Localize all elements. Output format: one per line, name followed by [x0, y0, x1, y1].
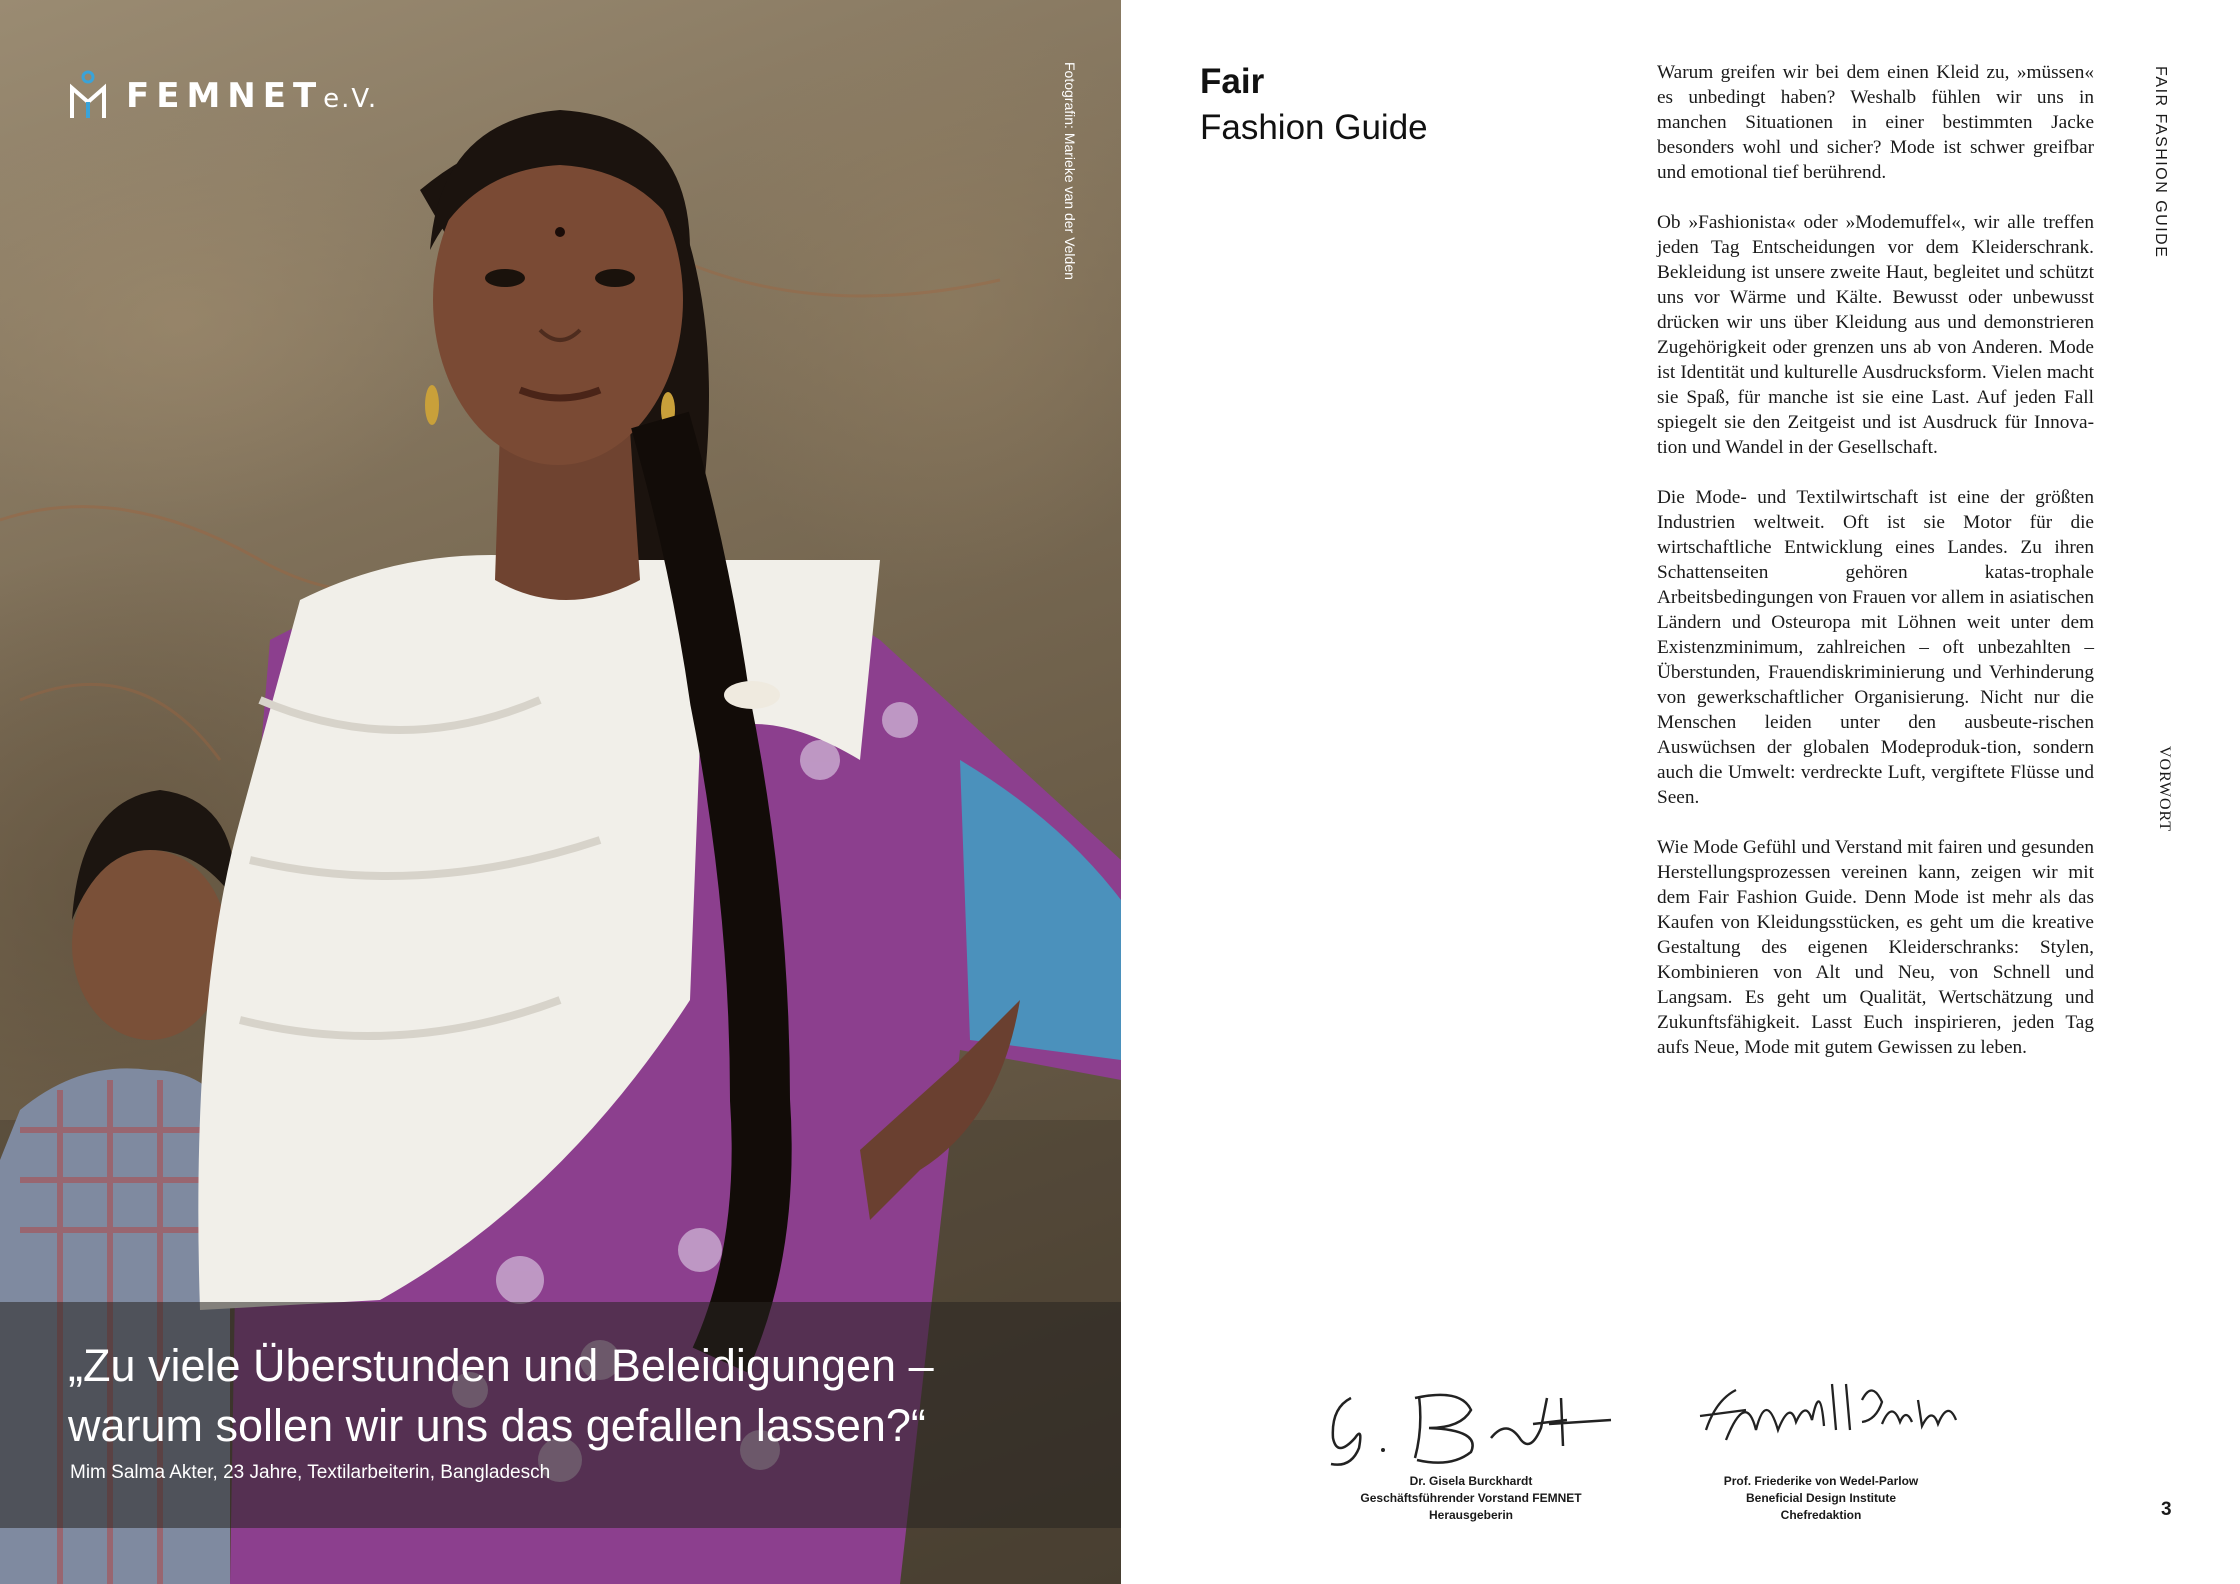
- pull-quote-line-2: warum sollen wir uns das gefallen lassen?“: [68, 1400, 926, 1451]
- signatory-name-2: Prof. Friederike von Wedel-Parlow: [1723, 1474, 1919, 1488]
- paragraph-2: Ob »Fashionista« oder »Modemuffel«, wir alle treffen jeden Tag Entscheidungen vor dem Kleiderschrank. Bekleidung ist unsere zweite Haut, begleitet und schützt uns vor Wärme und Kälte. Bewusst oder unbewusst drücken wir uns über Kleidung aus und demonstrieren Zugehörigkeit oder grenzen uns ab von Anderen. Mode ist Identität und kulturelle Ausdrucksform. Vielen macht sie Spaß, für manche ist sie eine Last. Auf jeden Fall spiegelt sie den Zeitgeist und ist Ausdruck für Innova-tion und Wandel in der Gesellschaft.: [1657, 212, 2094, 458]
- foreword-page: [1121, 0, 2240, 1584]
- paragraph-3: Die Mode- und Textilwirtschaft ist eine der größten Industrien weltweit. Oft ist sie Motor für die wirtschaftliche Entwicklung eines Landes. Zu ihren Schattenseiten gehören katas-trophale Arbeitsbedingungen von Frauen vor allem in asiatischen Ländern und Osteuropa mit Löhnen weit unter dem Existenzminimum, zahlreichen – oft unbezahlten – Überstunden, Frauendiskriminierung und Verhinderung von gewerkschaftlicher Organisierung. Nicht nur die Menschen leiden unter den ausbeute-rischen Auswüchsen der globalen Modeproduk-tion, sondern auch die Umwelt: verdreckte Luft, vergiftete Flüsse und Seen.: [1657, 487, 2094, 808]
- signature-caption-1: [1321, 1473, 1621, 1524]
- page-title: [1200, 60, 1428, 152]
- signature-caption-2: [1681, 1473, 1961, 1524]
- signatory-function-1: Herausgeberin: [1428, 1508, 1514, 1522]
- signature-wedel-parlow: [1686, 1360, 1986, 1470]
- logo-name: FEMNET: [126, 76, 324, 116]
- pull-quote: [68, 1336, 1068, 1456]
- pull-quote-line-1: „Zu viele Überstunden und Beleidigungen –: [68, 1340, 934, 1391]
- title-line-1: Fair: [1200, 62, 1265, 101]
- page-number: 3: [2161, 1499, 2172, 1520]
- paragraph-4: Wie Mode Gefühl und Verstand mit fairen und gesunden Herstellungsprozessen vereinen kann, zeigen wir mit dem Fair Fashion Guide. Denn Mode ist mehr als das Kaufen von Kleidungsstücken, es geht um die kreative Gestaltung des eigenen Kleiderschranks: Stylen, Kombinieren von Alt und Neu, von Schnell und Langsam. Es geht um Qualität, Wertschätzung und Zukunftsfähigkeit. Lasst Euch inspirieren, jeden Tag aufs Neue, Mode mit gutem Gewissen zu leben.: [1657, 837, 2094, 1058]
- photo-credit: Fotografin: Marieke van der Velden: [1062, 62, 1078, 280]
- signatory-role-1: Geschäftsführender Vorstand FEMNET: [1360, 1491, 1582, 1505]
- signature-burckhardt: [1311, 1368, 1631, 1478]
- section-label: VORWORT: [2156, 746, 2173, 833]
- signatory-name-1: Dr. Gisela Burckhardt: [1409, 1474, 1533, 1488]
- femnet-logo[interactable]: [68, 70, 378, 122]
- running-header: FAIR FASHION GUIDE: [2152, 66, 2169, 259]
- title-line-2: Fashion Guide: [1200, 108, 1428, 147]
- paragraph-1: Warum greifen wir bei dem einen Kleid zu, »müssen« es unbedingt haben? Weshalb fühlen wir uns in manchen Situationen in einer bestimmten Jacke besonders wohl und sicher? Mode ist schwer greifbar und emotional tief berührend.: [1657, 62, 2094, 183]
- logo-suffix: e.V.: [323, 84, 379, 114]
- foreword-body: [1657, 60, 2094, 1085]
- femnet-logo-mark-icon: [68, 70, 108, 122]
- quote-attribution: Mim Salma Akter, 23 Jahre, Textilarbeiterin, Bangladesch: [70, 1462, 551, 1483]
- signatory-function-2: Chefredaktion: [1780, 1508, 1862, 1522]
- signatory-role-2: Beneficial Design Institute: [1745, 1491, 1897, 1505]
- logo-wordmark: [126, 76, 378, 116]
